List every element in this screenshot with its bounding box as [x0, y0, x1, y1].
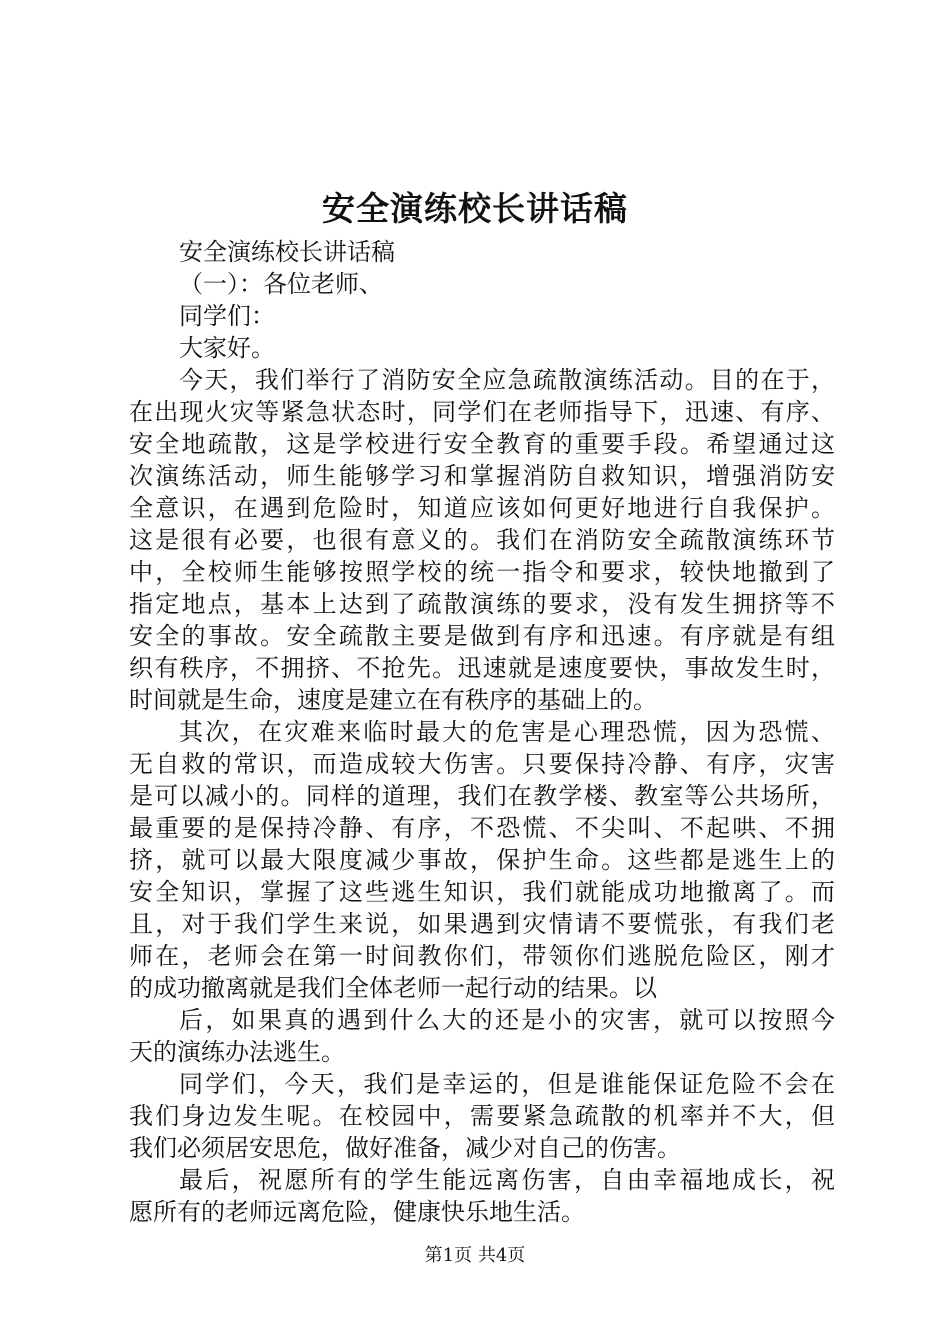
- page-number: 第1页 共4页: [424, 1245, 526, 1266]
- text-line: 我们身边发生呢。在校园中，需要紧急疏散的机率并不大，但: [129, 1102, 835, 1130]
- text-line: 安全知识，掌握了这些逃生知识，我们就能成功地撤离了。而: [129, 878, 835, 906]
- page-footer: [0, 1244, 950, 1268]
- text-line: 今天，我们举行了消防安全应急疏散演练活动。目的在于，: [179, 366, 835, 394]
- text-line: 在出现火灾等紧急状态时，同学们在老师指导下，迅速、有序、: [129, 398, 835, 426]
- text-line: 次演练活动，师生能够学习和掌握消防自救知识，增强消防安: [129, 462, 835, 490]
- text-line: 最后，祝愿所有的学生能远离伤害，自由幸福地成长，祝: [179, 1166, 835, 1194]
- text-line: 安全的事故。安全疏散主要是做到有序和迅速。有序就是有组: [129, 622, 835, 650]
- text-line: 无自救的常识，而造成较大伤害。只要保持冷静、有序，灾害: [129, 750, 835, 778]
- text-line: 中，全校师生能够按照学校的统一指令和要求，较快地撤到了: [129, 558, 835, 586]
- text-line: 且，对于我们学生来说，如果遇到灾情请不要慌张，有我们老: [129, 910, 835, 938]
- text-line: 同学们，今天，我们是幸运的，但是谁能保证危险不会在: [179, 1070, 835, 1098]
- text-line: 愿所有的老师远离危险，健康快乐地生活。: [129, 1198, 585, 1226]
- document-body: [129, 236, 835, 1228]
- text-line: 是可以减小的。同样的道理，我们在教学楼、教室等公共场所，: [129, 782, 835, 810]
- text-line: 安全演练校长讲话稿: [179, 238, 395, 266]
- text-line: 挤，就可以最大限度减少事故，保护生命。这些都是逃生上的: [129, 846, 835, 874]
- text-line: 这是很有必要，也很有意义的。我们在消防安全疏散演练环节: [129, 526, 835, 554]
- text-line: 指定地点，基本上达到了疏散演练的要求，没有发生拥挤等不: [129, 590, 835, 618]
- document-title: 安全演练校长讲话稿: [322, 189, 628, 228]
- text-line: 我们必须居安思危，做好准备，减少对自己的伤害。: [129, 1134, 681, 1162]
- text-line: 安全地疏散，这是学校进行安全教育的重要手段。希望通过这: [129, 430, 835, 458]
- text-line: 织有秩序，不拥挤、不抢先。迅速就是速度要快，事故发生时，: [129, 654, 835, 682]
- text-line: 其次，在灾难来临时最大的危害是心理恐慌，因为恐慌、: [179, 718, 835, 746]
- text-line: 天的演练办法逃生。: [129, 1038, 345, 1066]
- text-line: 的成功撤离就是我们全体老师一起行动的结果。以: [129, 974, 657, 1002]
- text-line: 师在，老师会在第一时间教你们，带领你们逃脱危险区，刚才: [129, 942, 835, 970]
- text-line: 全意识，在遇到危险时，知道应该如何更好地进行自我保护。: [129, 494, 835, 522]
- text-line: 时间就是生命，速度是建立在有秩序的基础上的。: [129, 686, 657, 714]
- text-line: 最重要的是保持冷静、有序，不恐慌、不尖叫、不起哄、不拥: [129, 814, 835, 842]
- text-line: 同学们：: [179, 302, 275, 330]
- text-line: 大家好。: [179, 334, 275, 362]
- text-line: 后，如果真的遇到什么大的还是小的灾害，就可以按照今: [179, 1006, 835, 1034]
- text-line: （一）：各位老师、: [179, 270, 383, 298]
